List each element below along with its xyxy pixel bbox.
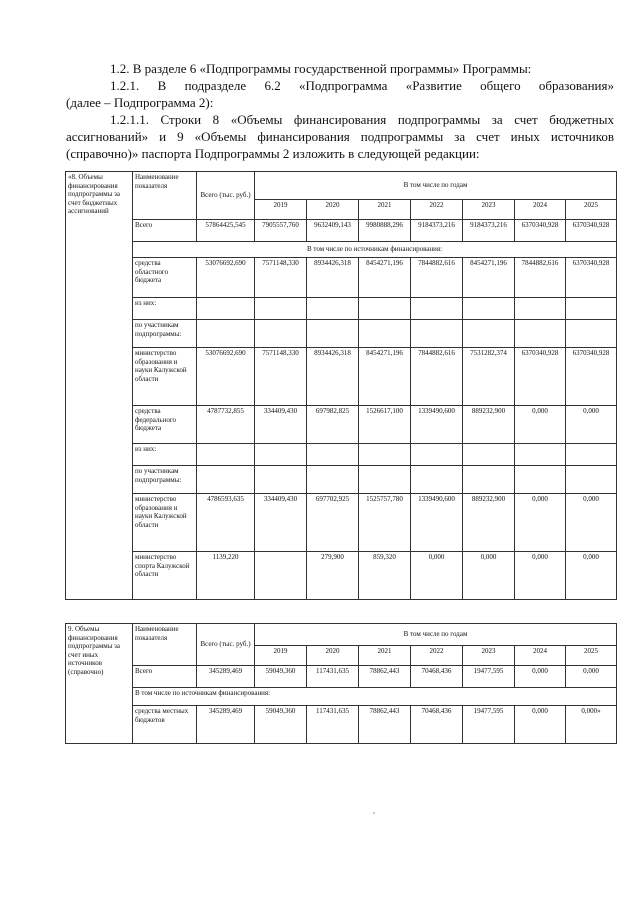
cell-value: 0,000: [515, 552, 566, 600]
cell-total: [197, 444, 255, 466]
cell-value: [411, 466, 463, 494]
cell-value: 9184373,216: [411, 220, 463, 242]
table-row: [66, 466, 617, 494]
row-label: по участникам подпрограммы:: [133, 466, 197, 494]
cell-value: [566, 320, 617, 348]
cell-total: 57864425,545: [197, 220, 255, 242]
paragraph-1-2-1-line1: 1.2.1. В подразделе 6.2 «Подпрограмма «Развитие общего образования»: [110, 78, 614, 93]
year-header: 2019: [255, 646, 307, 666]
cell-value: 6370340,928: [515, 348, 566, 406]
cell-value: 859,320: [359, 552, 411, 600]
col-header-years: В том числе по годам: [255, 172, 617, 200]
cell-value: 9980888,296: [359, 220, 411, 242]
cell-total: 53076692,690: [197, 348, 255, 406]
cell-value: [359, 298, 411, 320]
cell-value: 117431,635: [307, 706, 359, 744]
col-header-years: В том числе по годам: [255, 624, 617, 646]
paragraph-1-2-text: 1.2. В разделе 6 «Подпрограммы государственной программы» Программы:: [110, 61, 532, 76]
cell-total: 1139,220: [197, 552, 255, 600]
year-header: 2021: [359, 646, 411, 666]
cell-value: 334409,430: [255, 494, 307, 552]
cell-total: [197, 320, 255, 348]
row-label: средства местных бюджетов: [133, 706, 197, 744]
cell-total: 345289,469: [197, 706, 255, 744]
col-header-total: Всего (тыс. руб.): [197, 172, 255, 220]
cell-value: [255, 298, 307, 320]
cell-value: 7531282,374: [463, 348, 515, 406]
cell-value: 7844882,616: [515, 258, 566, 298]
cell-value: 889232,900: [463, 494, 515, 552]
year-header: 2020: [307, 200, 359, 220]
cell-value: 1526617,100: [359, 406, 411, 444]
cell-total: [197, 466, 255, 494]
paragraph-1-2-1-1: [66, 111, 614, 162]
table-row: [66, 298, 617, 320]
cell-value: [307, 320, 359, 348]
cell-value: [515, 320, 566, 348]
year-header: 2024: [515, 646, 566, 666]
row-label: из них:: [133, 444, 197, 466]
cell-value: [255, 466, 307, 494]
cell-value: 7571148,330: [255, 258, 307, 298]
cell-value: 117431,635: [307, 666, 359, 688]
year-header: 2021: [359, 200, 411, 220]
cell-value: 8934426,318: [307, 258, 359, 298]
cell-value: [255, 444, 307, 466]
page-speck: [373, 812, 375, 814]
cell-value: 6370340,928: [566, 220, 617, 242]
row-label: средства областного бюджета: [133, 258, 197, 298]
cell-total: 53076692,690: [197, 258, 255, 298]
cell-value: [566, 298, 617, 320]
cell-value: 70468,436: [411, 666, 463, 688]
cell-value: 1339490,600: [411, 494, 463, 552]
year-header: 2019: [255, 200, 307, 220]
paragraph-1-2-1-1-line2: ассигнований» и 9 «Объемы финансирования подпрограммы за счет иных источников: [66, 129, 614, 144]
cell-value: 697982,825: [307, 406, 359, 444]
cell-value: 0,000»: [566, 706, 617, 744]
cell-value: 0,000: [411, 552, 463, 600]
cell-value: [515, 466, 566, 494]
cell-value: [566, 466, 617, 494]
row-label: Всего: [133, 666, 197, 688]
section-header: В том числе по источникам финансирования:: [133, 688, 617, 706]
table-row: [66, 220, 617, 242]
cell-value: 334409,430: [255, 406, 307, 444]
cell-value: [359, 320, 411, 348]
cell-value: 19477,595: [463, 666, 515, 688]
row-label: средства федерального бюджета: [133, 406, 197, 444]
cell-value: [463, 466, 515, 494]
table-row: [66, 258, 617, 298]
cell-value: 7844882,616: [411, 258, 463, 298]
paragraph-1-2-1-line2: (далее – Подпрограмма 2):: [66, 95, 214, 110]
paragraph-1-2-1: [66, 77, 614, 111]
cell-total: 4787732,855: [197, 406, 255, 444]
row-label: по участникам подпрограммы:: [133, 320, 197, 348]
table-row: [66, 666, 617, 688]
cell-value: 8454271,196: [359, 348, 411, 406]
financing-table-row-9: [65, 623, 617, 744]
cell-value: [255, 552, 307, 600]
paragraph-1-2: [66, 60, 614, 77]
cell-value: [411, 320, 463, 348]
cell-value: 7905557,760: [255, 220, 307, 242]
cell-value: 78862,443: [359, 706, 411, 744]
cell-value: 19477,595: [463, 706, 515, 744]
table-row: [66, 406, 617, 444]
year-header: 2023: [463, 200, 515, 220]
cell-value: 6370340,928: [566, 348, 617, 406]
col-header-name: Наименование показателя: [133, 172, 197, 220]
cell-total: [197, 298, 255, 320]
cell-value: 7844882,616: [411, 348, 463, 406]
cell-value: [566, 444, 617, 466]
paragraph-1-2-1-1-line1: 1.2.1.1. Строки 8 «Объемы финансирования подпрограммы за счет бюджетных: [110, 112, 614, 127]
cell-value: [255, 320, 307, 348]
cell-value: 889232,900: [463, 406, 515, 444]
row-9-title: 9. Объемы финансирования подпрограммы за счет иных источников (справочно): [66, 624, 133, 744]
cell-value: 9632409,143: [307, 220, 359, 242]
cell-value: [307, 444, 359, 466]
cell-value: [515, 444, 566, 466]
row-label: из них:: [133, 298, 197, 320]
cell-value: 0,000: [515, 666, 566, 688]
table-row: [66, 348, 617, 406]
row-label: министерство образования и науки Калужской области: [133, 348, 197, 406]
cell-value: 279,900: [307, 552, 359, 600]
cell-value: 0,000: [566, 406, 617, 444]
cell-value: 0,000: [515, 706, 566, 744]
cell-value: 0,000: [515, 406, 566, 444]
year-header: 2022: [411, 200, 463, 220]
year-header: 2020: [307, 646, 359, 666]
cell-value: 8934426,318: [307, 348, 359, 406]
cell-value: [463, 320, 515, 348]
cell-value: [463, 298, 515, 320]
cell-value: [359, 466, 411, 494]
cell-total: 345289,469: [197, 666, 255, 688]
cell-value: 70468,436: [411, 706, 463, 744]
cell-value: 59049,360: [255, 666, 307, 688]
cell-value: 8454271,196: [359, 258, 411, 298]
row-label: министерство спорта Калужской области: [133, 552, 197, 600]
table-row: [66, 706, 617, 744]
cell-value: 1525757,780: [359, 494, 411, 552]
section-header: В том числе по источникам финансирования:: [133, 242, 617, 258]
cell-value: [307, 466, 359, 494]
cell-value: 0,000: [566, 666, 617, 688]
row-label: Всего: [133, 220, 197, 242]
cell-value: 8454271,196: [463, 258, 515, 298]
year-header: 2023: [463, 646, 515, 666]
cell-value: 0,000: [515, 494, 566, 552]
table-row: [66, 494, 617, 552]
table-row: [66, 320, 617, 348]
cell-value: [359, 444, 411, 466]
cell-total: 4786593,635: [197, 494, 255, 552]
cell-value: 7571148,330: [255, 348, 307, 406]
cell-value: [411, 444, 463, 466]
financing-table-row-8: [65, 171, 617, 600]
table-row: [66, 552, 617, 600]
cell-value: 0,000: [566, 552, 617, 600]
cell-value: [307, 298, 359, 320]
table-row: [66, 444, 617, 466]
year-header: 2025: [566, 646, 617, 666]
year-header: 2024: [515, 200, 566, 220]
year-header: 2022: [411, 646, 463, 666]
cell-value: 9184373,216: [463, 220, 515, 242]
cell-value: 1339490,600: [411, 406, 463, 444]
col-header-total: Всего (тыс. руб.): [197, 624, 255, 666]
paragraph-1-2-1-1-line3: (справочно)» паспорта Подпрограммы 2 изложить в следующей редакции:: [66, 146, 480, 161]
cell-value: [411, 298, 463, 320]
cell-value: 0,000: [566, 494, 617, 552]
cell-value: 697702,925: [307, 494, 359, 552]
cell-value: 78862,443: [359, 666, 411, 688]
col-header-name: Наименование показателя: [133, 624, 197, 666]
cell-value: [463, 444, 515, 466]
cell-value: [515, 298, 566, 320]
year-header: 2025: [566, 200, 617, 220]
cell-value: 6370340,928: [566, 258, 617, 298]
row-label: министерство образования и науки Калужской области: [133, 494, 197, 552]
cell-value: 59049,360: [255, 706, 307, 744]
cell-value: 0,000: [463, 552, 515, 600]
row-8-title: «8. Объемы финансирования подпрограммы за счет бюджетных ассигнований: [66, 172, 133, 600]
cell-value: 6370340,928: [515, 220, 566, 242]
